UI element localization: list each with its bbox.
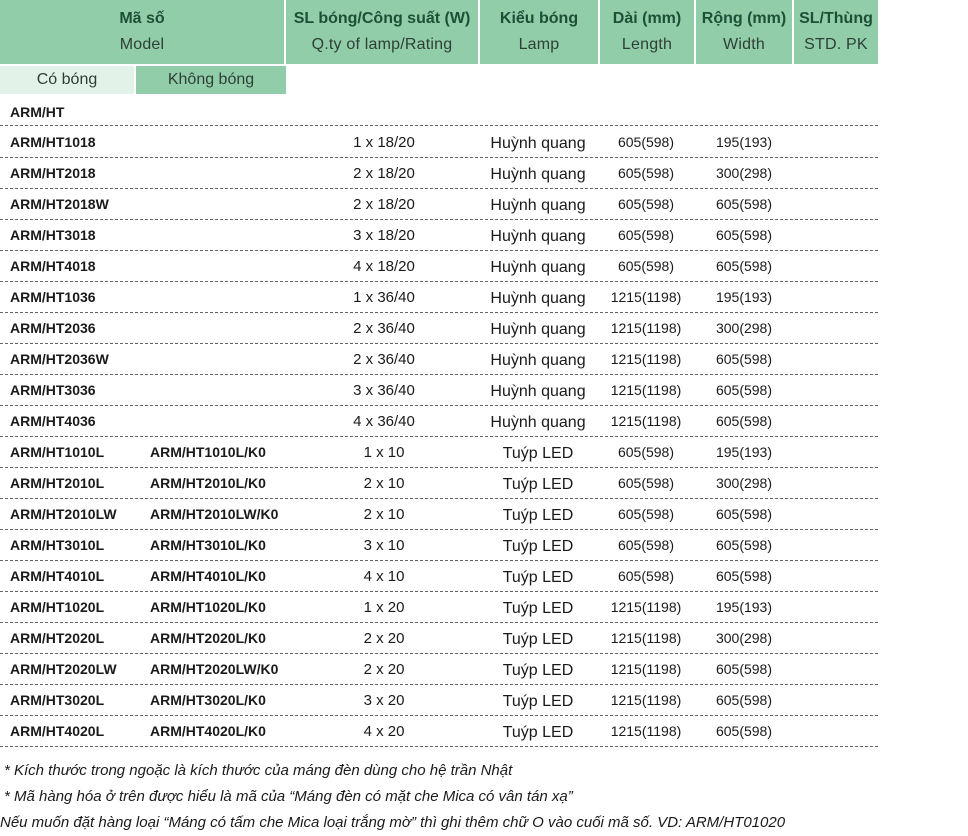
header-width	[696, 0, 792, 64]
lamp-qty-rating: 2 x 18/20	[353, 196, 415, 213]
table-row	[0, 344, 878, 375]
lamp-qty-rating: 4 x 36/40	[353, 413, 415, 430]
width-value: 195(193)	[715, 289, 773, 305]
width-value: 605(598)	[715, 661, 773, 677]
model-without-lamp: ARM/HT4020L/K0	[150, 723, 266, 739]
model-with-lamp: ARM/HT2010LW	[10, 506, 117, 522]
width-value: 605(598)	[715, 227, 773, 243]
width-value: 605(598)	[715, 723, 773, 739]
model-with-lamp: ARM/HT1036	[10, 289, 96, 305]
lamp-qty-rating: 2 x 20	[363, 661, 405, 678]
lamp-type: Huỳnh quang	[490, 166, 586, 183]
lamp-type: Tuýp LED	[502, 693, 574, 710]
table-row	[0, 468, 878, 499]
length-value: 605(598)	[617, 537, 675, 553]
header-model-vn: Mã số	[119, 10, 165, 27]
model-with-lamp: ARM/HT2018W	[10, 196, 109, 212]
header-lamp-en: Lamp	[518, 36, 560, 53]
lamp-type: Tuýp LED	[502, 724, 574, 741]
header-length	[600, 0, 694, 64]
header-stdpk-en: STD. PK	[804, 36, 868, 53]
model-with-lamp: ARM/HT2018	[10, 165, 96, 181]
model-with-lamp: ARM/HT3020L	[10, 692, 105, 708]
note-1: * Kích thước trong ngoặc là kích thước của máng đèn dùng cho hệ trần Nhật	[4, 762, 513, 779]
lamp-type: Huỳnh quang	[490, 135, 586, 152]
table-row	[0, 654, 878, 685]
length-value: 1215(1198)	[610, 289, 682, 305]
model-with-lamp: ARM/HT2020LW	[10, 661, 117, 677]
table-row	[0, 437, 878, 468]
table-row	[0, 282, 878, 313]
length-value: 1215(1198)	[610, 723, 682, 739]
width-value: 605(598)	[715, 351, 773, 367]
length-value: 1215(1198)	[610, 692, 682, 708]
lamp-qty-rating: 3 x 36/40	[353, 382, 415, 399]
tab-with-lamp: Có bóng	[0, 66, 134, 94]
lamp-qty-rating: 1 x 10	[363, 444, 405, 461]
header-width-en: Width	[723, 36, 765, 53]
model-with-lamp: ARM/HT2010L	[10, 475, 105, 491]
lamp-qty-rating: 2 x 36/40	[353, 351, 415, 368]
lamp-qty-rating: 3 x 18/20	[353, 227, 415, 244]
lamp-type: Huỳnh quang	[490, 259, 586, 276]
header-qty-en: Q.ty of lamp/Rating	[311, 36, 453, 53]
header-width-vn: Rộng (mm)	[701, 10, 787, 27]
lamp-type: Huỳnh quang	[490, 383, 586, 400]
lamp-type: Tuýp LED	[502, 538, 574, 555]
width-value: 605(598)	[715, 537, 773, 553]
lamp-qty-rating: 2 x 36/40	[353, 320, 415, 337]
lamp-type: Huỳnh quang	[490, 414, 586, 431]
table-row	[0, 561, 878, 592]
width-value: 605(598)	[715, 196, 773, 212]
length-value: 1215(1198)	[610, 320, 682, 336]
model-with-lamp: ARM/HT4036	[10, 413, 96, 429]
lamp-qty-rating: 2 x 18/20	[353, 165, 415, 182]
model-without-lamp: ARM/HT3010L/K0	[150, 537, 266, 553]
length-value: 1215(1198)	[610, 630, 682, 646]
lamp-type: Tuýp LED	[502, 662, 574, 679]
table-header	[0, 0, 878, 64]
table-row	[0, 127, 878, 158]
length-value: 605(598)	[617, 258, 675, 274]
tab-without-lamp: Không bóng	[136, 66, 286, 94]
lamp-qty-rating: 1 x 20	[363, 599, 405, 616]
model-with-lamp: ARM/HT4018	[10, 258, 96, 274]
header-model-en: Model	[119, 36, 165, 53]
length-value: 605(598)	[617, 568, 675, 584]
note-2: * Mã hàng hóa ở trên được hiểu là mã của “Máng đèn có mặt che Mica có vân tán xạ”	[4, 788, 573, 805]
model-without-lamp: ARM/HT2010L/K0	[150, 475, 266, 491]
length-value: 1215(1198)	[610, 351, 682, 367]
model-without-lamp: ARM/HT2020LW/K0	[150, 661, 279, 677]
lamp-qty-rating: 3 x 20	[363, 692, 405, 709]
model-without-lamp: ARM/HT2020L/K0	[150, 630, 266, 646]
model-with-lamp: ARM/HT3010L	[10, 537, 105, 553]
length-value: 605(598)	[617, 506, 675, 522]
width-value: 605(598)	[715, 568, 773, 584]
table-row	[0, 623, 878, 654]
width-value: 195(193)	[715, 444, 773, 460]
table-row	[0, 189, 878, 220]
model-with-lamp: ARM/HT1018	[10, 134, 96, 150]
lamp-qty-rating: 3 x 10	[363, 537, 405, 554]
lamp-type: Huỳnh quang	[490, 290, 586, 307]
header-qty	[286, 0, 478, 64]
table-row	[0, 158, 878, 189]
width-value: 605(598)	[715, 692, 773, 708]
width-value: 605(598)	[715, 258, 773, 274]
footnotes	[0, 758, 786, 836]
width-value: 300(298)	[715, 320, 773, 336]
header-lamp	[480, 0, 598, 64]
table-row	[0, 716, 878, 747]
lamp-type: Tuýp LED	[502, 507, 574, 524]
length-value: 605(598)	[617, 134, 675, 150]
length-value: 1215(1198)	[610, 413, 682, 429]
length-value: 605(598)	[617, 475, 675, 491]
length-value: 605(598)	[617, 196, 675, 212]
lamp-type: Huỳnh quang	[490, 228, 586, 245]
table-row	[0, 220, 878, 251]
model-with-lamp: ARM/HT4010L	[10, 568, 105, 584]
width-value: 300(298)	[715, 630, 773, 646]
width-value: 605(598)	[715, 382, 773, 398]
model-with-lamp: ARM/HT1010L	[10, 444, 105, 460]
table-row	[0, 685, 878, 716]
model-with-lamp: ARM/HT1020L	[10, 599, 105, 615]
lamp-type: Huỳnh quang	[490, 321, 586, 338]
model-with-lamp: ARM/HT2036	[10, 320, 96, 336]
width-value: 195(193)	[715, 599, 773, 615]
note-3: Nếu muốn đặt hàng loại “Máng có tấm che Mica loại trắng mờ” thì ghi thêm chữ O vào cuối mã số. VD: ARM/HT01020	[0, 814, 786, 831]
lamp-qty-rating: 4 x 10	[363, 568, 405, 585]
header-stdpk-vn: SL/Thùng	[799, 10, 873, 27]
model-with-lamp: ARM/HT3018	[10, 227, 96, 243]
header-lamp-vn: Kiểu bóng	[499, 10, 579, 27]
header-stdpk	[794, 0, 878, 64]
model-with-lamp: ARM/HT4020L	[10, 723, 105, 739]
model-without-lamp: ARM/HT1020L/K0	[150, 599, 266, 615]
lamp-type: Tuýp LED	[502, 569, 574, 586]
model-subheader	[0, 66, 286, 94]
lamp-type: Tuýp LED	[502, 631, 574, 648]
lamp-type: Tuýp LED	[502, 445, 574, 462]
header-model	[0, 0, 284, 64]
table-row	[0, 530, 878, 561]
lamp-type: Huỳnh quang	[490, 197, 586, 214]
header-qty-vn: SL bóng/Công suất (W)	[293, 10, 471, 27]
table-row	[0, 375, 878, 406]
lamp-qty-rating: 2 x 10	[363, 506, 405, 523]
header-length-en: Length	[621, 36, 673, 53]
length-value: 1215(1198)	[610, 382, 682, 398]
lamp-qty-rating: 4 x 20	[363, 723, 405, 740]
lamp-type: Tuýp LED	[502, 476, 574, 493]
width-value: 300(298)	[715, 165, 773, 181]
model-without-lamp: ARM/HT3020L/K0	[150, 692, 266, 708]
table-row	[0, 313, 878, 344]
header-length-vn: Dài (mm)	[612, 10, 682, 27]
lamp-qty-rating: 2 x 20	[363, 630, 405, 647]
width-value: 605(598)	[715, 506, 773, 522]
table-body	[0, 127, 878, 747]
model-without-lamp: ARM/HT4010L/K0	[150, 568, 266, 584]
model-without-lamp: ARM/HT1010L/K0	[150, 444, 266, 460]
lamp-qty-rating: 1 x 36/40	[353, 289, 415, 306]
lamp-qty-rating: 4 x 18/20	[353, 258, 415, 275]
length-value: 605(598)	[617, 227, 675, 243]
length-value: 605(598)	[617, 444, 675, 460]
table-row	[0, 251, 878, 282]
model-with-lamp: ARM/HT3036	[10, 382, 96, 398]
model-with-lamp: ARM/HT2036W	[10, 351, 109, 367]
length-value: 605(598)	[617, 165, 675, 181]
table-row	[0, 499, 878, 530]
lamp-qty-rating: 1 x 18/20	[353, 134, 415, 151]
length-value: 1215(1198)	[610, 599, 682, 615]
width-value: 605(598)	[715, 413, 773, 429]
model-with-lamp: ARM/HT2020L	[10, 630, 105, 646]
table-row	[0, 406, 878, 437]
group-label: ARM/HT	[0, 104, 878, 126]
model-without-lamp: ARM/HT2010LW/K0	[150, 506, 279, 522]
width-value: 195(193)	[715, 134, 773, 150]
table-row	[0, 592, 878, 623]
width-value: 300(298)	[715, 475, 773, 491]
lamp-qty-rating: 2 x 10	[363, 475, 405, 492]
lamp-type: Huỳnh quang	[490, 352, 586, 369]
lamp-type: Tuýp LED	[502, 600, 574, 617]
length-value: 1215(1198)	[610, 661, 682, 677]
